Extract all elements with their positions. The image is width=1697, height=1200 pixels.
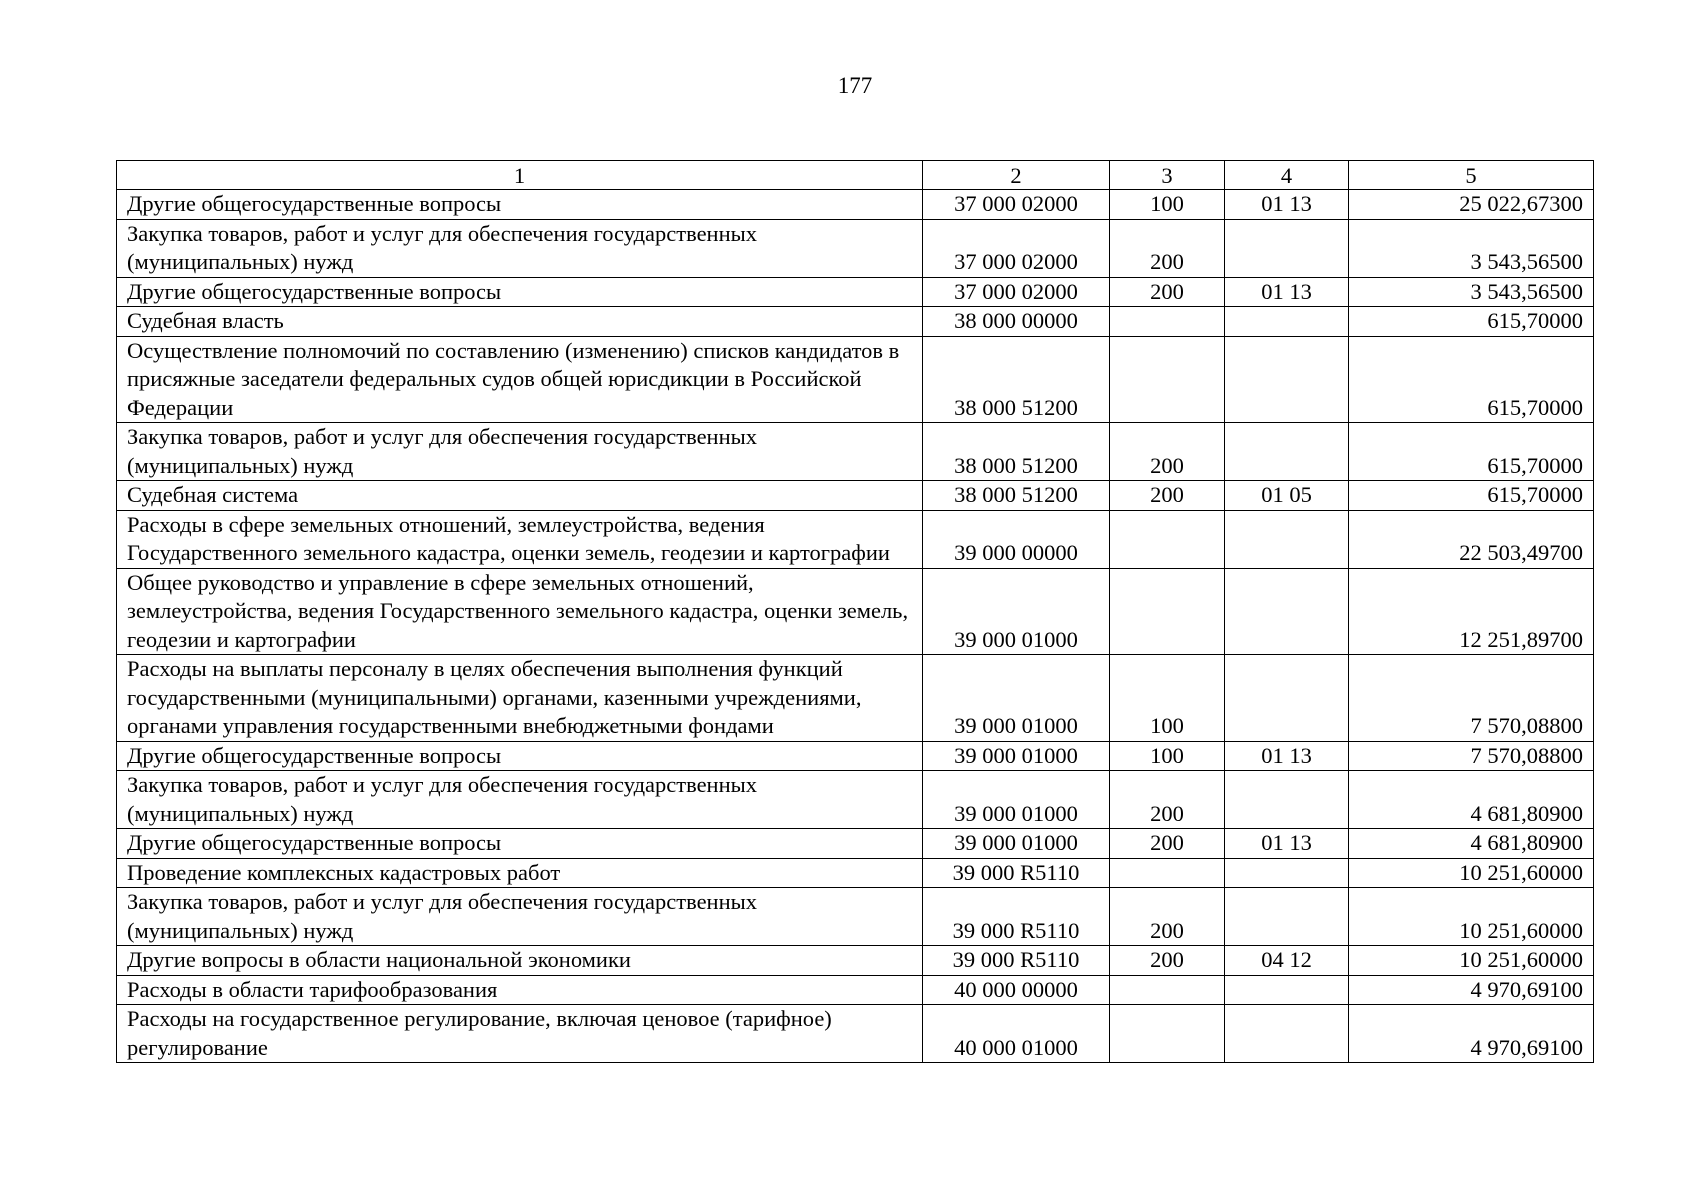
row-target-code: 37 000 02000 xyxy=(923,219,1110,277)
row-target-code: 37 000 02000 xyxy=(923,277,1110,307)
row-target-code: 38 000 51200 xyxy=(923,481,1110,511)
row-expense-type: 200 xyxy=(1110,946,1225,976)
row-section-code xyxy=(1225,655,1349,742)
row-name: Расходы на государственное регулирование, включая ценовое (тарифное) регулирование xyxy=(117,1005,923,1063)
table-row xyxy=(117,568,1594,655)
row-section-code: 01 05 xyxy=(1225,481,1349,511)
row-expense-type: 100 xyxy=(1110,190,1225,220)
row-amount: 615,70000 xyxy=(1349,481,1594,511)
row-target-code: 39 000 01000 xyxy=(923,741,1110,771)
row-section-code: 01 13 xyxy=(1225,277,1349,307)
row-target-code: 39 000 R5110 xyxy=(923,946,1110,976)
budget-table xyxy=(116,160,1594,1063)
table-body xyxy=(117,190,1594,1063)
row-expense-type xyxy=(1110,510,1225,568)
row-amount: 4 970,69100 xyxy=(1349,1005,1594,1063)
row-target-code: 39 000 R5110 xyxy=(923,888,1110,946)
row-expense-type xyxy=(1110,336,1225,423)
row-name: Судебная система xyxy=(117,481,923,511)
row-name: Судебная власть xyxy=(117,307,923,337)
row-section-code: 01 13 xyxy=(1225,829,1349,859)
row-name: Общее руководство и управление в сфере земельных отношений, землеустройства, ведения Государственного земельного кадастра, оценки земель, геодезии и картографии xyxy=(117,568,923,655)
table-row xyxy=(117,510,1594,568)
table-row xyxy=(117,307,1594,337)
row-expense-type: 200 xyxy=(1110,888,1225,946)
table-row xyxy=(117,771,1594,829)
row-expense-type xyxy=(1110,1005,1225,1063)
row-target-code: 39 000 01000 xyxy=(923,655,1110,742)
header-col-5: 5 xyxy=(1349,161,1594,190)
row-target-code: 39 000 01000 xyxy=(923,829,1110,859)
row-name: Расходы в сфере земельных отношений, землеустройства, ведения Государственного земельного кадастра, оценки земель, геодезии и картографии xyxy=(117,510,923,568)
row-name: Другие общегосударственные вопросы xyxy=(117,829,923,859)
row-name: Расходы на выплаты персоналу в целях обеспечения выполнения функций государственными (муниципальными) органами, казенными учреждениями, органами управления государственными внебюджетными фондами xyxy=(117,655,923,742)
row-amount: 4 970,69100 xyxy=(1349,975,1594,1005)
row-target-code: 39 000 01000 xyxy=(923,771,1110,829)
header-col-3: 3 xyxy=(1110,161,1225,190)
row-section-code xyxy=(1225,219,1349,277)
row-name: Закупка товаров, работ и услуг для обеспечения государственных (муниципальных) нужд xyxy=(117,423,923,481)
row-section-code xyxy=(1225,858,1349,888)
page-number: 177 xyxy=(837,73,873,98)
table-row xyxy=(117,741,1594,771)
row-name: Другие общегосударственные вопросы xyxy=(117,277,923,307)
row-target-code: 40 000 01000 xyxy=(923,1005,1110,1063)
header-col-4: 4 xyxy=(1225,161,1349,190)
row-expense-type: 100 xyxy=(1110,741,1225,771)
row-name: Закупка товаров, работ и услуг для обеспечения государственных (муниципальных) нужд xyxy=(117,219,923,277)
row-section-code: 01 13 xyxy=(1225,741,1349,771)
row-amount: 10 251,60000 xyxy=(1349,858,1594,888)
row-expense-type: 200 xyxy=(1110,423,1225,481)
row-section-code: 01 13 xyxy=(1225,190,1349,220)
table-row xyxy=(117,190,1594,220)
table-row xyxy=(117,829,1594,859)
row-amount: 7 570,08800 xyxy=(1349,741,1594,771)
row-expense-type: 200 xyxy=(1110,829,1225,859)
row-section-code xyxy=(1225,888,1349,946)
row-name: Расходы в области тарифообразования xyxy=(117,975,923,1005)
row-section-code xyxy=(1225,568,1349,655)
row-name: Другие общегосударственные вопросы xyxy=(117,190,923,220)
row-expense-type: 200 xyxy=(1110,219,1225,277)
row-target-code: 37 000 02000 xyxy=(923,190,1110,220)
row-amount: 615,70000 xyxy=(1349,423,1594,481)
row-expense-type: 100 xyxy=(1110,655,1225,742)
row-target-code: 39 000 00000 xyxy=(923,510,1110,568)
row-section-code xyxy=(1225,1005,1349,1063)
row-amount: 615,70000 xyxy=(1349,307,1594,337)
row-target-code: 39 000 R5110 xyxy=(923,858,1110,888)
table-row xyxy=(117,1005,1594,1063)
row-expense-type: 200 xyxy=(1110,481,1225,511)
row-name: Осуществление полномочий по составлению (изменению) списков кандидатов в присяжные заседатели федеральных судов общей юрисдикции в Российской Федерации xyxy=(117,336,923,423)
row-amount: 3 543,56500 xyxy=(1349,219,1594,277)
row-name: Другие вопросы в области национальной экономики xyxy=(117,946,923,976)
row-amount: 25 022,67300 xyxy=(1349,190,1594,220)
row-expense-type xyxy=(1110,307,1225,337)
header-col-2: 2 xyxy=(923,161,1110,190)
table-row xyxy=(117,888,1594,946)
row-section-code xyxy=(1225,510,1349,568)
row-section-code xyxy=(1225,771,1349,829)
row-amount: 10 251,60000 xyxy=(1349,946,1594,976)
row-section-code xyxy=(1225,975,1349,1005)
row-expense-type xyxy=(1110,858,1225,888)
row-name: Проведение комплексных кадастровых работ xyxy=(117,858,923,888)
row-amount: 22 503,49700 xyxy=(1349,510,1594,568)
table-row xyxy=(117,975,1594,1005)
row-name: Закупка товаров, работ и услуг для обеспечения государственных (муниципальных) нужд xyxy=(117,888,923,946)
row-amount: 10 251,60000 xyxy=(1349,888,1594,946)
table-row xyxy=(117,219,1594,277)
row-amount: 4 681,80900 xyxy=(1349,829,1594,859)
row-expense-type: 200 xyxy=(1110,277,1225,307)
header-col-1: 1 xyxy=(117,161,923,190)
row-expense-type xyxy=(1110,568,1225,655)
row-amount: 3 543,56500 xyxy=(1349,277,1594,307)
row-name: Закупка товаров, работ и услуг для обеспечения государственных (муниципальных) нужд xyxy=(117,771,923,829)
row-target-code: 38 000 51200 xyxy=(923,423,1110,481)
table-row xyxy=(117,277,1594,307)
row-target-code: 38 000 51200 xyxy=(923,336,1110,423)
row-target-code: 39 000 01000 xyxy=(923,568,1110,655)
header-row xyxy=(117,161,1594,190)
row-expense-type: 200 xyxy=(1110,771,1225,829)
row-amount: 4 681,80900 xyxy=(1349,771,1594,829)
row-amount: 7 570,08800 xyxy=(1349,655,1594,742)
row-amount: 12 251,89700 xyxy=(1349,568,1594,655)
row-target-code: 40 000 00000 xyxy=(923,975,1110,1005)
table-row xyxy=(117,655,1594,742)
row-target-code: 38 000 00000 xyxy=(923,307,1110,337)
table-row xyxy=(117,481,1594,511)
table-row xyxy=(117,423,1594,481)
row-expense-type xyxy=(1110,975,1225,1005)
row-amount: 615,70000 xyxy=(1349,336,1594,423)
table-row xyxy=(117,946,1594,976)
table-row xyxy=(117,858,1594,888)
row-name: Другие общегосударственные вопросы xyxy=(117,741,923,771)
table-header xyxy=(117,161,1594,190)
table-row xyxy=(117,336,1594,423)
row-section-code xyxy=(1225,307,1349,337)
row-section-code: 04 12 xyxy=(1225,946,1349,976)
row-section-code xyxy=(1225,423,1349,481)
row-section-code xyxy=(1225,336,1349,423)
